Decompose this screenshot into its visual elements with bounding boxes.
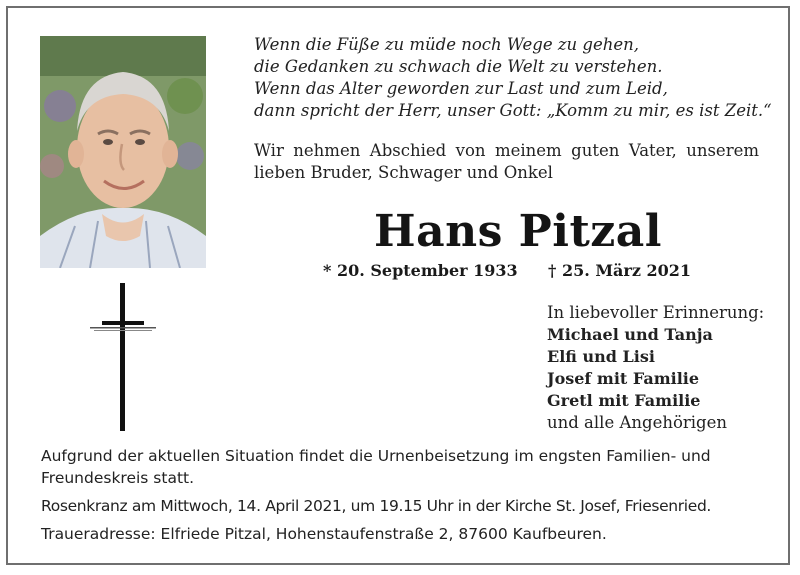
mourner-name: Gretl mit Familie [547, 391, 701, 410]
mourners-heading: In liebevoller Erinnerung: [547, 303, 765, 322]
mourners-list [547, 302, 764, 434]
death-date: † 25. März 2021 [548, 261, 692, 280]
rosary-info: Rosenkranz am Mittwoch, 14. April 2021, um 19.15 Uhr in der Kirche St. Josef, Friesenried. [41, 497, 712, 515]
farewell-intro: Wir nehmen Abschied von meinem guten Vater, unserem lieben Bruder, Schwager und Onkel [254, 141, 759, 182]
burial-notice: Aufgrund der aktuellen Situation findet die Urnenbeisetzung im engsten Familien- und Freundeskreis statt. [41, 447, 711, 487]
mourner-name: Michael und Tanja [547, 325, 713, 344]
mourner-name: Josef mit Familie [547, 369, 700, 388]
deceased-name: Hans Pitzal [374, 206, 662, 257]
mourning-address: Traueradresse: Elfriede Pitzal, Hohenstaufenstraße 2, 87600 Kaufbeuren. [41, 525, 607, 543]
poem-line: die Gedanken zu schwach die Welt zu verstehen. [254, 57, 663, 76]
poem-line: dann spricht der Herr, unser Gott: „Komm zu mir, es ist Zeit.“ [254, 101, 772, 120]
mourner-name: Elfi und Lisi [547, 347, 655, 366]
portrait-photo [40, 36, 206, 268]
mourners-closing: und alle Angehörigen [547, 413, 728, 432]
birth-date: * 20. September 1933 [323, 261, 518, 280]
poem [254, 34, 774, 122]
portrait-illustration [40, 36, 206, 268]
cross-icon [90, 283, 156, 433]
poem-line: Wenn das Alter geworden zur Last und zum Leid, [254, 79, 668, 98]
poem-line: Wenn die Füße zu müde noch Wege zu gehen, [254, 35, 640, 54]
